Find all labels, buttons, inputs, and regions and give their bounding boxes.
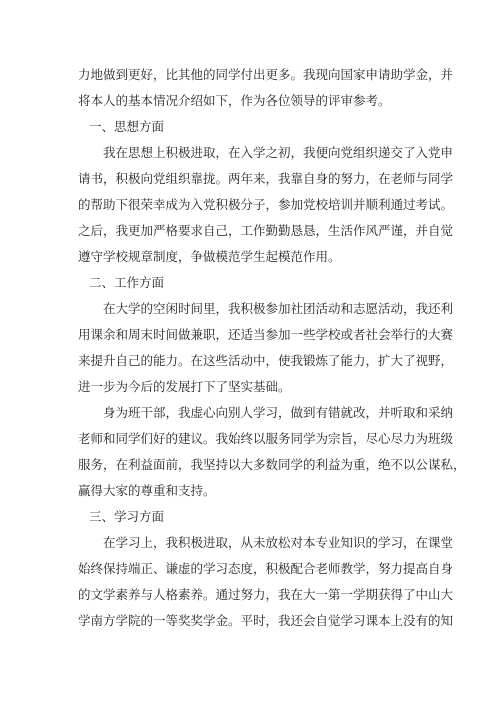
- intro-line: 力地做到更好，比其他的同学付出更多。我现向国家申请助学金，并: [78, 67, 454, 82]
- paragraph-line: 在大学的空闲时间里，我积极参加社团活动和志愿活动，我还利: [103, 301, 454, 316]
- paragraph-line: 学南方学院的一等奖奖学金。平时，我还会自觉学习课本上没有的知: [78, 613, 454, 628]
- paragraph-line: 用课余和周末时间做兼职，还适当参加一些学校或者社会举行的大赛: [78, 327, 454, 342]
- paragraph-line: 来提升自己的能力。在这些活动中，使我锻炼了能力，扩大了视野，: [78, 353, 454, 368]
- paragraph-line: 服务，在利益面前，我坚持以大多数同学的利益为重，绝不以公谋私，: [78, 457, 466, 472]
- paragraph-line: 在学习上，我积极进取，从未放松对本专业知识的学习，在课堂: [103, 535, 454, 550]
- paragraph-line: 请书，积极向党组织靠拢。两年来，我靠自身的努力，在老师与同学: [78, 171, 454, 186]
- paragraph-line: 始终保持端正、谦虚的学习态度，积极配合老师教学，努力提高自身: [78, 561, 454, 576]
- section-heading-thought: 一、思想方面: [89, 119, 165, 134]
- paragraph-line: 身为班干部，我虚心向别人学习，做到有错就改，并听取和采纳: [103, 405, 454, 420]
- section-heading-work: 二、工作方面: [89, 275, 165, 290]
- paragraph-line: 我在思想上积极进取，在入学之初，我便向党组织递交了入党申: [103, 145, 454, 160]
- paragraph-line: 之后，我更加严格要求自己，工作勤勤恳恳，生活作风严谨，并自觉: [78, 223, 454, 238]
- intro-line: 将本人的基本情况介绍如下，作为各位领导的评审参考。: [78, 93, 391, 108]
- paragraph-line: 的文学素养与人格素养。通过努力，我在大一第一学期获得了中山大: [78, 587, 454, 602]
- paragraph-line: 遵守学校规章制度，争做模范学生起模范作用。: [78, 249, 341, 264]
- section-heading-study: 三、学习方面: [89, 509, 165, 524]
- paragraph-line: 老师和同学们好的建议。我始终以服务同学为宗旨，尽心尽力为班级: [78, 431, 454, 446]
- document-body: [78, 62, 466, 634]
- paragraph-line: 的帮助下很荣幸成为入党积极分子，参加党校培训并顺利通过考试。: [78, 197, 454, 212]
- paragraph-line: 赢得大家的尊重和支持。: [78, 483, 216, 498]
- paragraph-line: 进一步为今后的发展打下了坚实基础。: [78, 379, 291, 394]
